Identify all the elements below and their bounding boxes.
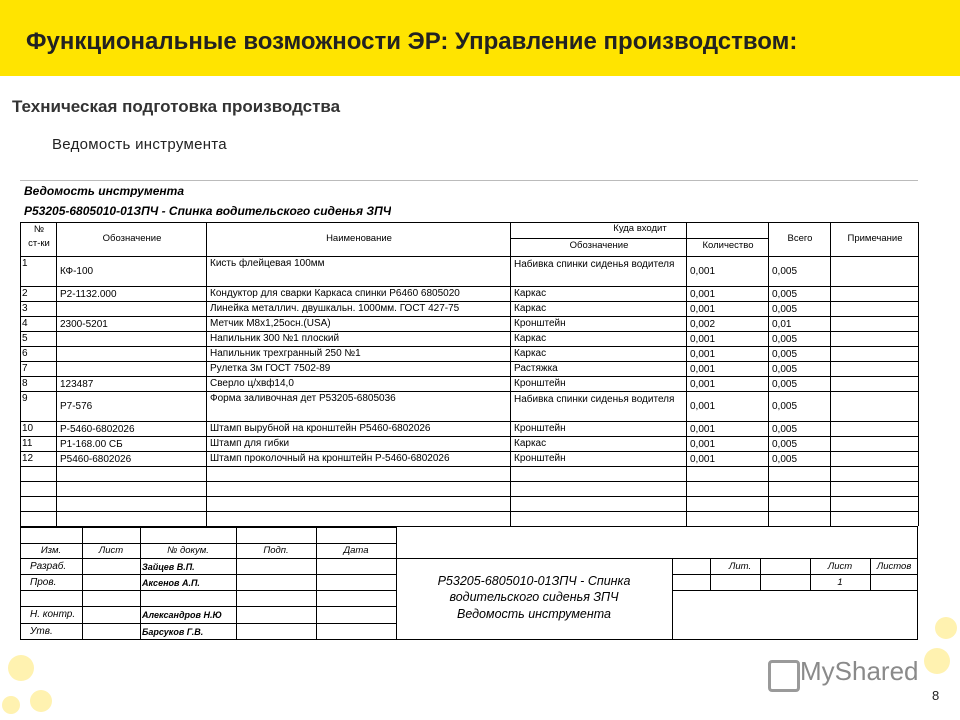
table-border (20, 222, 918, 223)
row-total: 0,005 (772, 438, 798, 450)
stamp-row-line (396, 558, 918, 559)
stamp-center-3: Ведомость инструмента (456, 607, 611, 621)
stamp-izm: Изм. (40, 545, 62, 556)
row-name: Форма заливочная дет Р53205-6805036 (210, 393, 396, 404)
stamp-nkontr-name: Александров Н.Ю (142, 610, 222, 620)
row-line (20, 346, 918, 347)
col-name-header: Наименование (326, 233, 392, 244)
decor-dot (924, 648, 950, 674)
col-note-header: Примечание (847, 233, 903, 244)
row-where-used: Каркас (514, 348, 547, 359)
row-number: 9 (22, 393, 28, 404)
stamp-list-hdr: Лист (827, 561, 853, 572)
row-quantity: 0,001 (690, 378, 716, 390)
col-num-header: № (33, 224, 45, 235)
col-quantity-header: Количество (702, 240, 754, 251)
row-name: Линейка металлич. двушкальн. 1000мм. ГОСТ 427-75 (210, 303, 460, 314)
row-designation: 123487 (60, 378, 94, 390)
row-where-used: Кронштейн (514, 318, 566, 329)
stamp-col-line (396, 526, 397, 640)
row-where-used: Каркас (514, 288, 547, 299)
stamp-row-line (20, 574, 396, 575)
row-quantity: 0,001 (690, 363, 716, 375)
stamp-row-line (20, 590, 396, 591)
row-number: 5 (22, 333, 28, 344)
row-number: 7 (22, 363, 28, 374)
row-quantity: 0,001 (690, 266, 716, 277)
stamp-center-2: водительского сиденья ЗПЧ (449, 590, 619, 604)
col-line (510, 222, 511, 526)
row-where-used: Растяжка (514, 363, 558, 374)
slide-title: Функциональные возможности ЭР: Управление производством: (26, 28, 798, 55)
row-quantity: 0,001 (690, 288, 716, 300)
row-total: 0,005 (772, 363, 798, 375)
stamp-row-line (20, 558, 396, 559)
stamp-date: Дата (343, 545, 369, 556)
row-line (20, 376, 918, 377)
row-line (20, 316, 918, 317)
row-total: 0,005 (772, 348, 798, 360)
col-num-header-2: ст-ки (28, 238, 50, 249)
row-line (20, 511, 918, 512)
row-total: 0,005 (772, 378, 798, 390)
row-name: Напильник 300 №1 плоский (210, 333, 340, 344)
stamp-razrab: Разраб. (30, 561, 67, 572)
stamp-listov: Листов (876, 561, 912, 572)
stamp-utv-name: Барсуков Г.В. (142, 627, 204, 637)
row-quantity: 0,001 (690, 453, 716, 465)
row-quantity: 0,001 (690, 401, 716, 412)
stamp-prov-name: Аксенов А.П. (142, 578, 200, 588)
col-line (686, 222, 687, 526)
row-total: 0,005 (772, 288, 798, 300)
col-designation-header: Обозначение (102, 233, 162, 244)
row-name: Штамп для гибки (210, 438, 290, 449)
decor-dot (8, 655, 34, 681)
stamp-row-line (20, 623, 396, 624)
row-number: 10 (22, 423, 34, 434)
row-total: 0,005 (772, 303, 798, 315)
row-line (20, 481, 918, 482)
row-line (20, 361, 918, 362)
row-line (20, 436, 918, 437)
row-number: 6 (22, 348, 28, 359)
row-line (20, 451, 918, 452)
row-name: Кондуктор для сварки Каркаса спинки Р6460 6805020 (210, 288, 460, 299)
row-designation: Р7-576 (60, 401, 93, 412)
row-name: Метчик М8х1,25осн.(USA) (210, 318, 331, 329)
header-bottom-line (20, 256, 918, 257)
row-quantity: 0,001 (690, 348, 716, 360)
decor-dot (30, 690, 52, 712)
col-where-header: Куда входит (613, 223, 667, 234)
row-name: Напильник трехгранный 250 №1 (210, 348, 361, 359)
row-total: 0,005 (772, 333, 798, 345)
stamp-lit: Лит. (728, 561, 752, 572)
row-designation: Р-5460-6802026 (60, 423, 135, 435)
row-quantity: 0,001 (690, 333, 716, 345)
row-total: 0,01 (772, 318, 792, 330)
row-where-used: Каркас (514, 303, 547, 314)
row-number: 11 (22, 438, 33, 449)
row-designation: 2300-5201 (60, 318, 108, 330)
col-line (768, 222, 769, 526)
tool-sheet-document (20, 180, 918, 640)
row-name: Сверло ц/хвф14,0 (210, 378, 294, 389)
stamp-row-line (20, 527, 396, 528)
row-where-used: Набивка спинки сиденья водителя (514, 259, 675, 270)
row-number: 12 (22, 453, 34, 464)
slide-subtitle: Техническая подготовка производства (12, 97, 341, 116)
stamp-sign: Подп. (263, 545, 289, 556)
myshared-logo-icon (768, 660, 800, 692)
row-total: 0,005 (772, 266, 798, 277)
row-name: Штамп вырубной на кронштейн Р5460-6802026 (210, 423, 431, 434)
row-quantity: 0,001 (690, 438, 716, 450)
row-quantity: 0,001 (690, 303, 716, 315)
stamp-prov: Пров. (30, 577, 57, 588)
row-designation: Р1-168.00 СБ (60, 438, 123, 450)
row-designation: КФ-100 (60, 266, 94, 277)
col-where-designation-header: Обозначение (569, 240, 629, 251)
row-number: 2 (22, 288, 28, 299)
stamp-doc-num: № докум. (167, 545, 209, 556)
doc-subtitle: Р53205-6805010-01ЗПЧ - Спинка водительского сиденья ЗПЧ (24, 205, 392, 217)
col-line (56, 222, 57, 526)
section-label: Ведомость инструмента (52, 136, 227, 153)
row-total: 0,005 (772, 401, 798, 412)
stamp-list: Лист (98, 545, 124, 556)
row-line (20, 286, 918, 287)
col-line (830, 222, 831, 526)
myshared-logo: MyShared (800, 656, 919, 686)
stamp-bottom (20, 639, 918, 640)
col-total-header: Всего (787, 233, 813, 244)
doc-title: Ведомость инструмента (24, 185, 185, 197)
row-total: 0,005 (772, 423, 798, 435)
row-line (20, 496, 918, 497)
stamp-row-line (20, 543, 396, 544)
stamp-center-1: Р53205-6805010-01ЗПЧ - Спинка (437, 574, 631, 588)
row-designation: Р5460-6802026 (60, 453, 132, 465)
row-total: 0,005 (772, 453, 798, 465)
row-where-used: Каркас (514, 333, 547, 344)
row-line (20, 466, 918, 467)
row-number: 3 (22, 303, 28, 314)
stamp-row-line (672, 590, 918, 591)
stamp-razrab-name: Зайцев В.П. (142, 562, 195, 572)
page-number: 8 (932, 688, 940, 703)
row-where-used: Набивка спинки сиденья водителя (514, 394, 675, 405)
decor-dot (935, 617, 957, 639)
stamp-row-line (20, 606, 396, 607)
row-where-used: Каркас (514, 438, 547, 449)
stamp-row-line (672, 574, 918, 575)
stamp-list-val: 1 (837, 577, 843, 588)
col-line (206, 222, 207, 526)
row-name: Кисть флейцевая 100мм (210, 258, 325, 269)
stamp-utv: Утв. (30, 626, 53, 637)
col-line (20, 222, 21, 526)
row-line (20, 331, 918, 332)
row-quantity: 0,001 (690, 423, 716, 435)
row-quantity: 0,002 (690, 318, 716, 330)
row-where-used: Кронштейн (514, 423, 566, 434)
row-line (20, 301, 918, 302)
row-number: 4 (22, 318, 28, 329)
stamp-nkontr: Н. контр. (30, 609, 76, 620)
row-number: 8 (22, 378, 28, 389)
row-line (20, 421, 918, 422)
row-where-used: Кронштейн (514, 378, 566, 389)
row-name: Штамп проколочный на кронштейн Р-5460-6802026 (210, 453, 450, 464)
row-designation: Р2-1132.000 (60, 288, 117, 300)
row-name: Рулетка 3м ГОСТ 7502-89 (210, 363, 331, 374)
col-line (918, 222, 919, 526)
row-number: 1 (22, 258, 28, 269)
header-sub-line (510, 238, 768, 239)
stamp-line (917, 526, 918, 640)
row-where-used: Кронштейн (514, 453, 566, 464)
decor-dot (2, 696, 20, 714)
row-line (20, 391, 918, 392)
